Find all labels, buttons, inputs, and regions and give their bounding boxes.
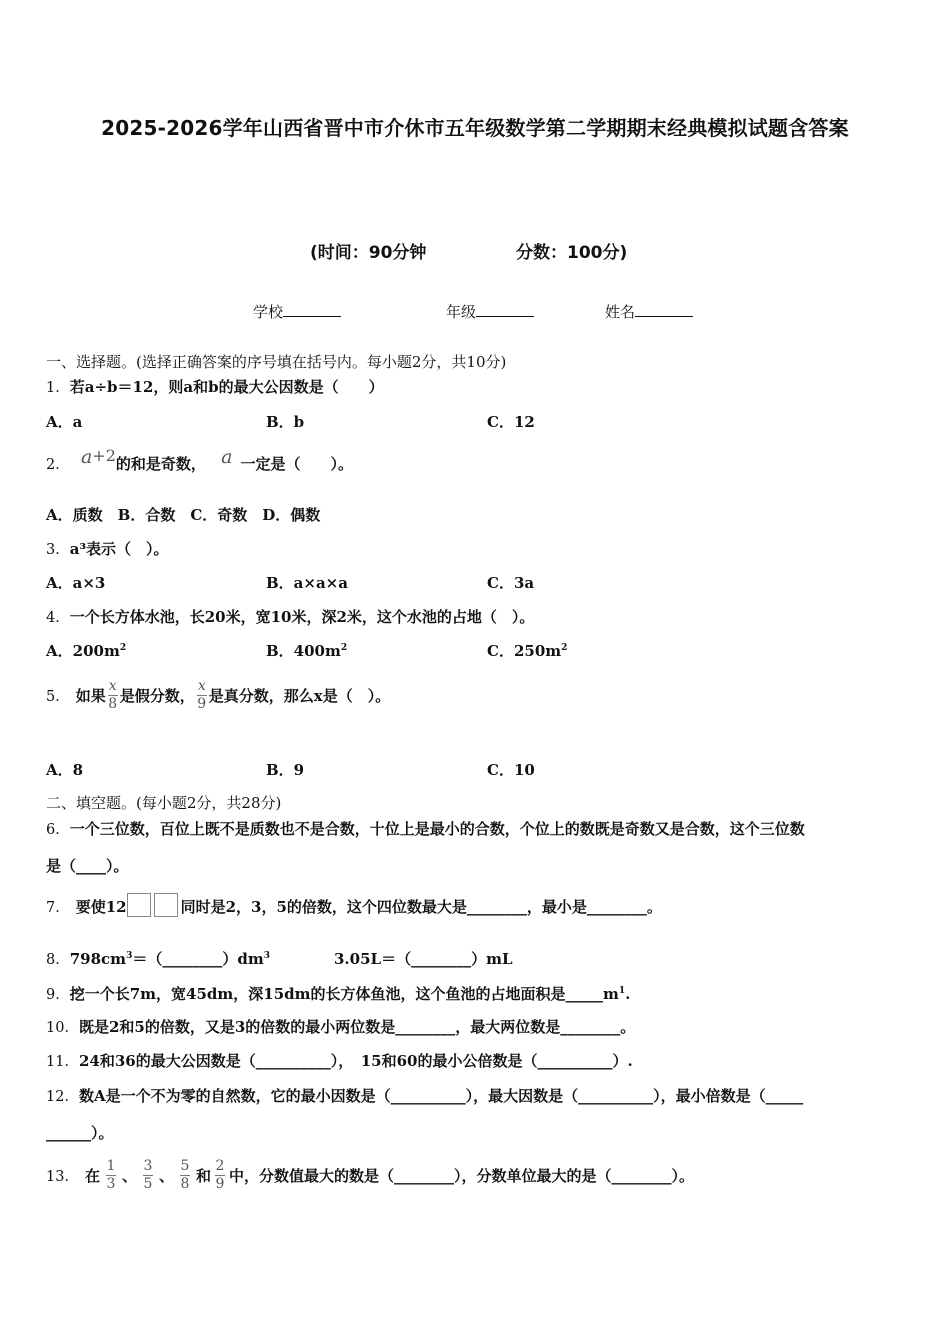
q13-and: 和 <box>196 1167 212 1185</box>
q2-expr-plus2: +2 <box>92 446 116 465</box>
school-field[interactable] <box>253 301 341 322</box>
q5-post: 是真分数，那么x是（ ）。 <box>208 687 391 705</box>
grade-field[interactable] <box>446 301 534 322</box>
q13-f1-den: 3 <box>106 1176 116 1192</box>
q13-fraction-2 <box>143 1158 153 1193</box>
q6-line-2: 是（____）。 <box>46 857 129 875</box>
q12-line-2: ______）。 <box>46 1124 114 1142</box>
q9-sup: 1 <box>618 986 626 996</box>
q9-number: 9． <box>46 987 70 1003</box>
q5-frac1-num: x <box>108 678 117 694</box>
q1-option-c[interactable]: C．12 <box>487 413 535 431</box>
q1-text: 若a÷b＝12，则a和b的最大公因数是（ ） <box>69 378 384 396</box>
q2-text-1: 的和是奇数， <box>115 455 206 473</box>
question-7 <box>46 893 662 917</box>
q2-text-2: 一定是（ ）。 <box>240 455 353 473</box>
q4-b-sup: 2 <box>340 643 348 653</box>
q5-pre: 如果 <box>75 687 106 705</box>
q13-fraction-4 <box>215 1158 225 1193</box>
exam-time: (时间：90分钟 <box>310 243 427 263</box>
q3-number: 3． <box>46 542 70 558</box>
q4-text: 一个长方体水池，长20米，宽10米，深2米，这个水池的占地（ ）。 <box>69 608 535 626</box>
q7-pre: 要使12 <box>75 898 127 916</box>
q5-fraction-x8 <box>108 678 118 713</box>
q3-option-b[interactable]: B．a×a×a <box>266 574 348 592</box>
q5-option-c[interactable]: C．10 <box>487 761 535 779</box>
grade-blank[interactable] <box>476 302 534 317</box>
page-title: 2025-2026学年山西省晋中市介休市五年级数学第二学期期末经典模拟试题含答案 <box>101 116 849 140</box>
q4-option-a[interactable] <box>46 640 126 661</box>
q4-b-text: B．400m <box>266 642 341 660</box>
q13-number: 13． <box>46 1169 79 1185</box>
q9-end: . <box>625 985 631 1003</box>
q11-text: 24和36的最大公因数是（__________）， 15和60的最小公倍数是（__________）. <box>78 1052 633 1070</box>
q9-text: 挖一个长7m，宽45dm，深15dm的长方体鱼池，这个鱼池的占地面积是_____m <box>69 985 619 1003</box>
q5-frac1-den: 8 <box>108 696 118 712</box>
q13-f2-den: 5 <box>143 1176 153 1192</box>
school-label: 学校 <box>253 303 284 321</box>
q4-option-b[interactable] <box>266 640 347 661</box>
q1-option-a[interactable]: A．a <box>46 413 83 431</box>
q1-option-b[interactable]: B．b <box>266 413 305 431</box>
question-3 <box>46 538 169 559</box>
q3-option-c[interactable]: C．3a <box>487 574 535 592</box>
q7-number: 7． <box>46 900 70 916</box>
q8-sup-1: 3 <box>126 951 133 961</box>
exam-score: 分数：100分) <box>516 243 628 263</box>
q5-fraction-x9 <box>197 678 207 713</box>
q4-c-sup: 2 <box>561 643 568 653</box>
q8-a1: 798cm <box>69 950 127 968</box>
question-9 <box>46 983 630 1004</box>
q2-options[interactable]: A．质数 B．合数 C．奇数 D．偶数 <box>46 506 321 524</box>
q5-option-b[interactable]: B．9 <box>266 761 305 779</box>
question-5 <box>46 678 390 713</box>
q13-fraction-3 <box>180 1158 190 1193</box>
q2-expr-a: a <box>80 446 93 468</box>
q4-number: 4． <box>46 610 70 626</box>
q5-number: 5． <box>46 689 70 705</box>
question-10 <box>46 1016 635 1037</box>
school-blank[interactable] <box>283 302 341 317</box>
q8-part-b: 3.05L＝（________）mL <box>334 950 513 968</box>
q13-f2-num: 3 <box>143 1158 153 1174</box>
q2-expr-a2: a <box>221 446 233 468</box>
question-2 <box>46 446 353 474</box>
name-field[interactable] <box>605 301 693 322</box>
q13-f1-num: 1 <box>106 1158 116 1174</box>
question-6 <box>46 818 805 839</box>
question-8 <box>46 948 270 969</box>
question-1 <box>46 376 384 397</box>
q8-number: 8． <box>46 952 70 968</box>
digit-box-1[interactable] <box>127 893 151 917</box>
q13-f3-num: 5 <box>180 1158 190 1174</box>
q13-post: 中，分数值最大的数是（________），分数单位最大的是（________）。 <box>229 1167 695 1185</box>
q13-f4-num: 2 <box>215 1158 225 1174</box>
q10-number: 10． <box>46 1020 79 1036</box>
q8-a2: ＝（________）dm <box>132 950 264 968</box>
grade-label: 年级 <box>446 303 477 321</box>
q5-frac2-num: x <box>197 678 206 694</box>
q2-number: 2． <box>46 457 70 473</box>
name-label: 姓名 <box>605 303 636 321</box>
q3-text: a³表示（ ）。 <box>69 540 169 558</box>
q13-f3-den: 8 <box>180 1176 190 1192</box>
q4-a-sup: 2 <box>119 643 127 653</box>
q8-sup-2: 3 <box>263 951 270 961</box>
q11-number: 11． <box>46 1054 79 1070</box>
q13-pre: 在 <box>84 1167 100 1185</box>
q13-sep-2: 、 <box>158 1167 174 1185</box>
q1-number: 1． <box>46 380 70 396</box>
q12-number: 12． <box>46 1089 79 1105</box>
q13-fraction-1 <box>106 1158 116 1193</box>
digit-box-2[interactable] <box>154 893 178 917</box>
q5-option-a[interactable]: A．8 <box>46 761 84 779</box>
question-13 <box>46 1158 694 1193</box>
question-4 <box>46 606 534 627</box>
q6-line-1: 一个三位数，百位上既不是质数也不是合数，十位上是最小的合数，个位上的数既是奇数又是合数，这个三位数 <box>69 820 805 838</box>
q5-frac2-den: 9 <box>197 696 207 712</box>
q10-text: 既是2和5的倍数，又是3的倍数的最小两位数是________，最大两位数是________。 <box>78 1018 636 1036</box>
question-12 <box>46 1085 803 1106</box>
q4-a-text: A．200m <box>46 642 120 660</box>
q4-option-c[interactable] <box>487 640 567 661</box>
q5-mid: 是假分数， <box>119 687 195 705</box>
q6-number: 6． <box>46 822 70 838</box>
q12-line-1: 数A是一个不为零的自然数，它的最小因数是（__________），最大因数是（__________），最小倍数是（_____ <box>78 1087 804 1105</box>
q13-sep-1: 、 <box>121 1167 137 1185</box>
q13-f4-den: 9 <box>215 1176 225 1192</box>
q4-c-text: C．250m <box>487 642 562 660</box>
q3-option-a[interactable]: A．a×3 <box>46 574 106 592</box>
q7-post: 同时是2，3，5的倍数，这个四位数最大是________，最小是________。 <box>180 898 662 916</box>
name-blank[interactable] <box>635 302 693 317</box>
section2-heading: 二、填空题。(每小题2分，共28分) <box>46 794 282 812</box>
section1-heading: 一、选择题。(选择正确答案的序号填在括号内。每小题2分，共10分) <box>46 353 507 371</box>
question-11 <box>46 1050 633 1071</box>
